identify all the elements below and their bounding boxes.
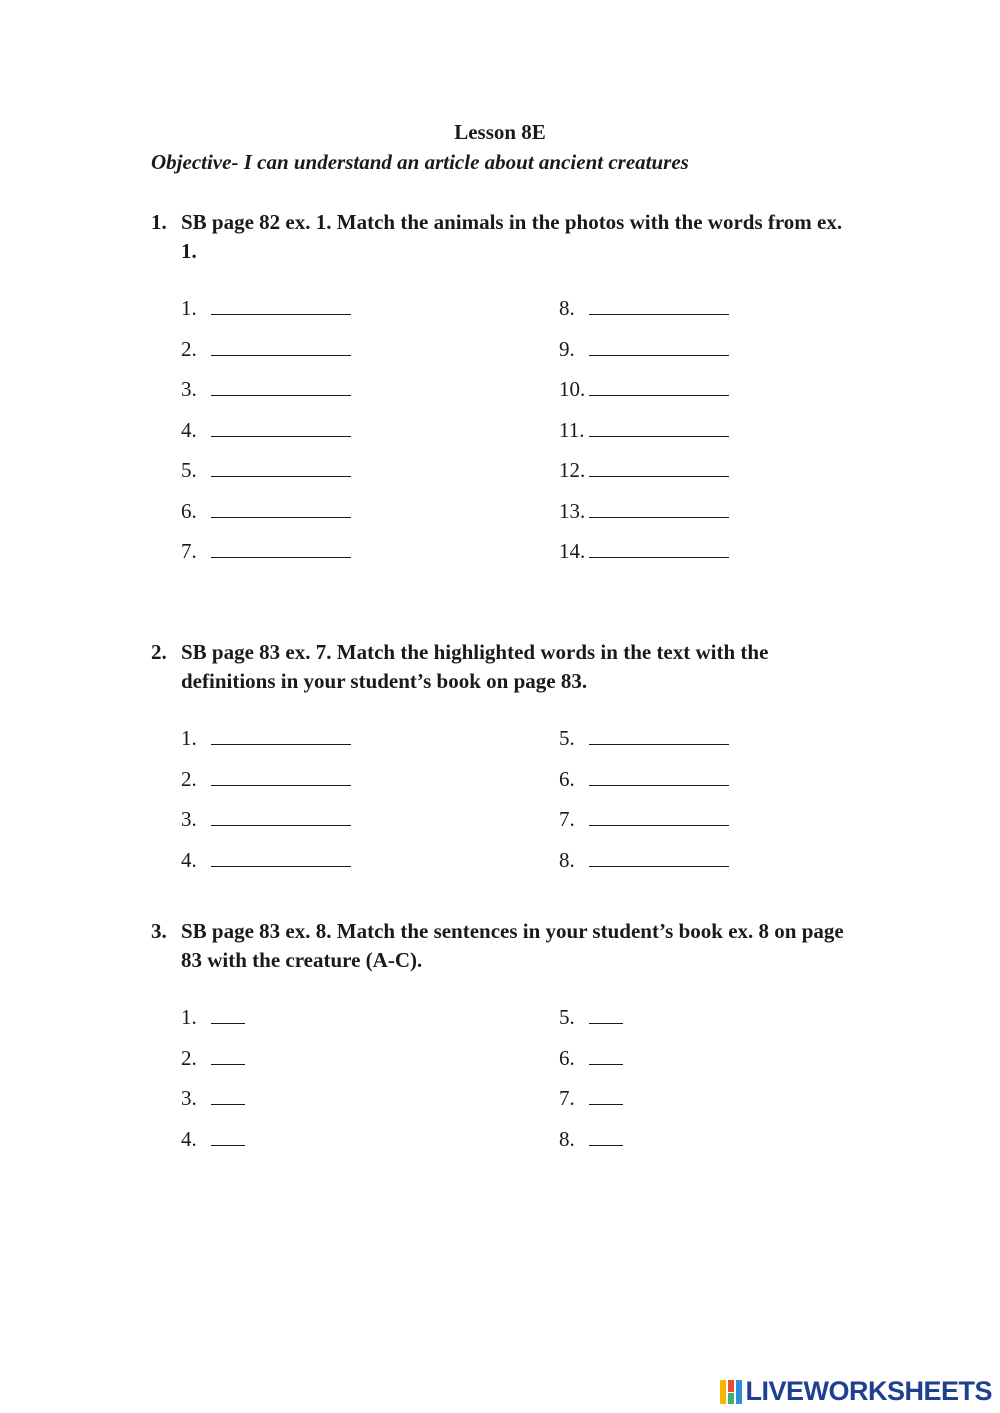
question-number: 2. <box>151 640 167 664</box>
answer-number: 12. <box>559 458 586 482</box>
answer-item <box>559 539 729 564</box>
answer-item <box>181 499 351 524</box>
question-number: 1. <box>151 210 167 234</box>
liveworksheets-logo <box>719 1376 992 1407</box>
answer-blank[interactable] <box>211 807 351 826</box>
answer-blank[interactable] <box>589 1046 623 1065</box>
lesson-title: Lesson 8E <box>454 120 546 144</box>
answer-blank[interactable] <box>589 807 729 826</box>
answer-number: 5. <box>559 1005 575 1029</box>
answer-blank[interactable] <box>211 458 351 477</box>
answer-blank[interactable] <box>589 1005 623 1024</box>
answer-blank[interactable] <box>589 377 729 396</box>
answer-blank[interactable] <box>211 337 351 356</box>
answer-number: 14. <box>559 539 586 563</box>
answer-number: 7. <box>559 1086 575 1110</box>
question-text: SB page 83 ex. 7. Match the highlighted words in the text with the definitions in your student’s book on page 83. <box>181 640 769 693</box>
answer-item <box>181 1086 245 1111</box>
answer-item <box>559 458 729 483</box>
answer-number: 2. <box>181 1045 197 1070</box>
answer-number: 4. <box>181 1126 197 1151</box>
answer-item <box>181 1005 245 1030</box>
answer-item <box>181 418 351 443</box>
question-3 <box>151 917 851 975</box>
answer-number: 2. <box>181 766 197 791</box>
answer-number: 1. <box>181 296 197 320</box>
answer-item <box>181 539 351 564</box>
answer-item <box>181 1127 245 1152</box>
answer-blank[interactable] <box>589 296 729 315</box>
answer-blank[interactable] <box>211 1127 245 1146</box>
answer-blank[interactable] <box>589 726 729 745</box>
answer-item <box>559 499 729 524</box>
answer-blank[interactable] <box>589 1127 623 1146</box>
answer-item <box>181 726 351 751</box>
answer-number: 8. <box>559 296 575 320</box>
answer-number: 6. <box>559 766 575 791</box>
question-1 <box>151 208 851 266</box>
answer-item <box>559 848 729 873</box>
answer-number: 1. <box>181 726 197 750</box>
answer-number: 10. <box>559 377 586 401</box>
answer-item <box>559 1046 623 1071</box>
answer-blank[interactable] <box>211 418 351 437</box>
answer-number: 3. <box>181 377 197 401</box>
answer-blank[interactable] <box>211 848 351 867</box>
answer-number: 9. <box>559 336 575 361</box>
answer-item <box>559 767 729 792</box>
brand-name: LIVEWORKSHEETS <box>745 1376 992 1406</box>
answer-blank[interactable] <box>589 539 729 558</box>
answer-number: 3. <box>181 1086 197 1110</box>
answer-item <box>181 296 351 321</box>
answer-item <box>181 767 351 792</box>
answer-number: 7. <box>559 807 575 831</box>
answer-number: 4. <box>181 847 197 872</box>
answer-blank[interactable] <box>589 458 729 477</box>
answer-item <box>559 1086 623 1111</box>
answer-number: 6. <box>559 1045 575 1070</box>
answer-item <box>181 458 351 483</box>
answer-item <box>559 807 729 832</box>
answer-item <box>559 1005 623 1030</box>
question-number: 3. <box>151 919 167 943</box>
answer-blank[interactable] <box>211 539 351 558</box>
answer-item <box>559 726 729 751</box>
question-text: SB page 83 ex. 8. Match the sentences in your student’s book ex. 8 on page 83 with the creature (A-C). <box>181 919 844 972</box>
liveworksheets-logo-icon <box>719 1378 743 1406</box>
answer-item <box>559 418 729 443</box>
answer-blank[interactable] <box>211 1005 245 1024</box>
answer-number: 8. <box>559 847 575 872</box>
answer-blank[interactable] <box>211 1046 245 1065</box>
question-2 <box>151 638 851 696</box>
answer-number: 2. <box>181 336 197 361</box>
answer-number: 13. <box>559 498 586 523</box>
answer-blank[interactable] <box>211 499 351 518</box>
answer-number: 1. <box>181 1005 197 1029</box>
answer-blank[interactable] <box>211 726 351 745</box>
objective-text: Objective- I can understand an article about ancient creatures <box>151 150 689 174</box>
answer-item <box>559 296 729 321</box>
answer-item <box>559 1127 623 1152</box>
answer-item <box>181 848 351 873</box>
answer-number: 7. <box>181 539 197 563</box>
answer-blank[interactable] <box>589 337 729 356</box>
answer-blank[interactable] <box>211 1086 245 1105</box>
answer-blank[interactable] <box>589 848 729 867</box>
answer-item <box>559 377 729 402</box>
question-text: SB page 82 ex. 1. Match the animals in the photos with the words from ex. 1. <box>181 210 843 263</box>
answer-blank[interactable] <box>589 499 729 518</box>
answer-number: 8. <box>559 1126 575 1151</box>
answer-blank[interactable] <box>211 296 351 315</box>
answer-number: 6. <box>181 498 197 523</box>
answer-item <box>559 337 729 362</box>
answer-item <box>181 807 351 832</box>
answer-number: 5. <box>181 458 197 482</box>
answer-blank[interactable] <box>589 1086 623 1105</box>
answer-item <box>181 1046 245 1071</box>
answer-blank[interactable] <box>589 767 729 786</box>
answer-number: 11. <box>559 417 585 442</box>
answer-blank[interactable] <box>211 377 351 396</box>
answer-item <box>181 377 351 402</box>
answer-number: 5. <box>559 726 575 750</box>
answer-blank[interactable] <box>211 767 351 786</box>
answer-blank[interactable] <box>589 418 729 437</box>
answer-number: 4. <box>181 417 197 442</box>
answer-number: 3. <box>181 807 197 831</box>
answer-item <box>181 337 351 362</box>
